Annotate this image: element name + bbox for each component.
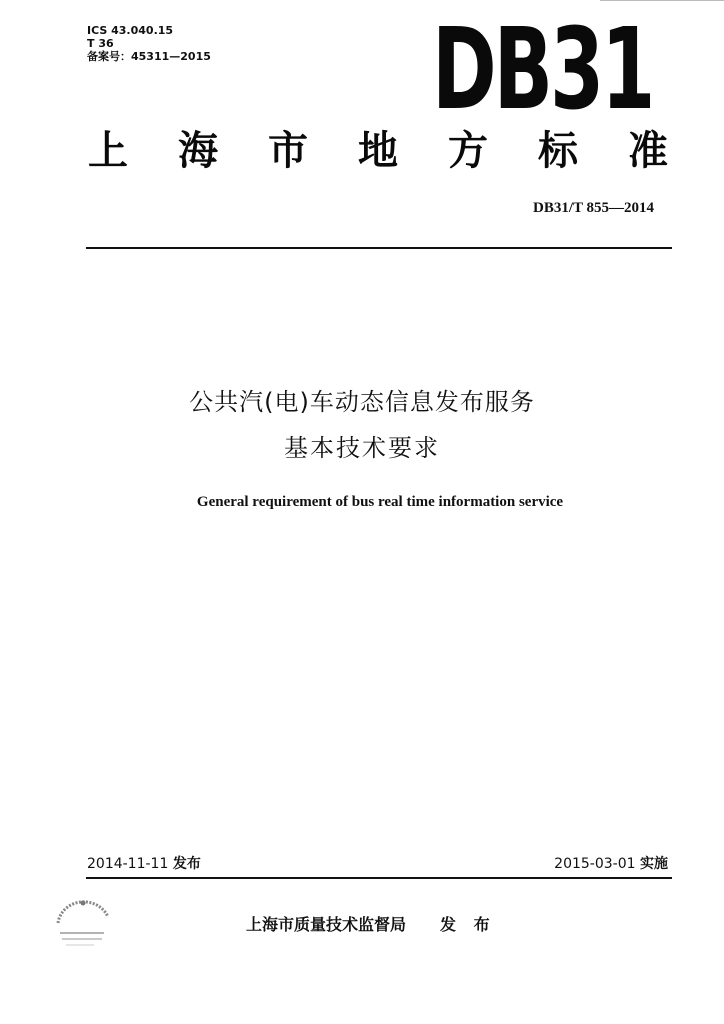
ics-code: ICS 43.040.15	[87, 24, 174, 37]
classification-block	[87, 24, 211, 63]
title-char: 准	[628, 127, 668, 174]
scan-edge-mark	[600, 0, 724, 1]
english-title: General requirement of bus real time information service	[196, 494, 564, 510]
standard-code: DB31/T 855—2014	[533, 200, 654, 216]
db31-logo: DB31	[432, 4, 653, 136]
title-char: 市	[268, 127, 308, 174]
release-date: 2014-11-11	[87, 856, 169, 872]
title-char: 地	[358, 127, 398, 174]
seal-stamp-icon	[50, 895, 116, 957]
title-char: 标	[538, 127, 578, 174]
document-title-line2: 基本技术要求	[284, 434, 440, 462]
issuing-authority: 上海市质量技术监督局	[246, 915, 407, 934]
release-label: 发布	[172, 856, 201, 872]
title-char: 海	[178, 127, 218, 174]
implement-label: 实施	[640, 856, 668, 872]
standard-type-title	[88, 128, 668, 174]
issue-action: 发 布	[440, 915, 496, 934]
implement-date-block	[554, 853, 668, 873]
issuing-authority-line	[246, 912, 496, 935]
implement-date: 2015-03-01	[554, 856, 636, 872]
document-title-line1: 公共汽(电)车动态信息发布服务	[189, 388, 535, 416]
header-divider	[86, 247, 672, 249]
title-char: 方	[448, 127, 488, 174]
release-date-block	[87, 853, 201, 873]
footer-divider	[86, 877, 672, 879]
category-code: T 36	[87, 37, 114, 50]
title-char: 上	[88, 127, 128, 174]
record-number: 备案号：45311—2015	[87, 50, 211, 63]
